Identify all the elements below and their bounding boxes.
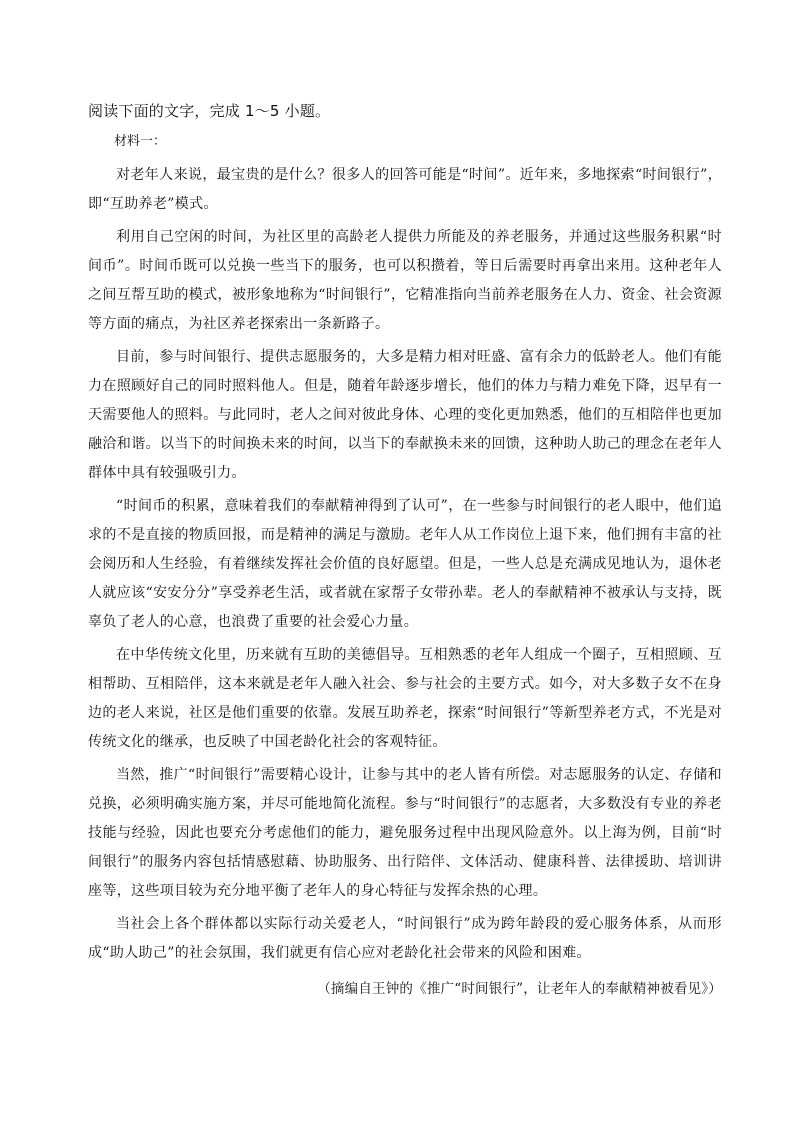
document-content [88, 98, 722, 1002]
paragraph-5: 在中华传统文化里，历来就有互助的美德倡导。互相熟悉的老年人组成一个圈子，互相照顾、互相帮助、互相陪伴，这本来就是老年人融入社会、参与社会的主要方式。如今，对大多数子女不在身边的老人来说，社区是他们重要的依靠。发展互助养老，探索“时间银行”等新型养老方式，不光是对传统文化的继承，也反映了中国老龄化社会的客观特征。 [88, 647, 722, 750]
paragraph-3: 目前，参与时间银行、提供志愿服务的，大多是精力相对旺盛、富有余力的低龄老人。他们有能力在照顾好自己的同时照料他人。但是，随着年龄逐步增长，他们的体力与精力难免下降，迟早有一天需要他人的照料。与此同时，老人之间对彼此身体、心理的变化更加熟悉，他们的互相陪伴也更加融洽和谐。以当下的时间换未来的时间，以当下的奉献换未来的回馈，这种助人助己的理念在老年人群体中具有较强吸引力。 [88, 349, 722, 481]
paragraph-4: “时间币的积累，意味着我们的奉献精神得到了认可”，在一些参与时间银行的老人眼中，他们追求的不是直接的物质回报，而是精神的满足与激励。老年人从工作岗位上退下来，他们拥有丰富的社会阅历和人生经验，有着继续发挥社会价值的良好愿望。但是，一些人总是充满成见地认为，退休老人就应该“安安分分”享受养老生活，或者就在家帮子女带孙辈。老人的奉献精神不被承认与支持，既辜负了老人的心意，也浪费了重要的社会爱心力量。 [88, 498, 722, 630]
reading-instruction: 阅读下面的文字，完成 1～5 小题。 [88, 102, 331, 120]
paragraph-1: 对老年人来说，最宝贵的是什么？很多人的回答可能是“时间”。近年来，多地探索“时间银行”，即“互助养老”模式。 [88, 167, 722, 212]
source-citation: （摘编自王钟的《推广“时间银行”，让老年人的奉献精神被看见》） [317, 981, 722, 997]
paragraph-2: 利用自己空闲的时间，为社区里的高龄老人提供力所能及的养老服务，并通过这些服务积累“时间币”。时间币既可以兑换一些当下的服务，也可以积攒着，等日后需要时再拿出来用。这种老年人之间互帮互助的模式，被形象地称为“时间银行”，它精准指向当前养老服务在人力、资金、社会资源等方面的痛点，为社区养老探索出一条新路子。 [88, 229, 722, 332]
paragraph-7: 当社会上各个群体都以实际行动关爱老人，“时间银行”成为跨年龄段的爱心服务体系，从而形成“助人助己”的社会氛围，我们就更有信心应对老龄化社会带来的风险和困难。 [88, 916, 722, 961]
paragraph-6: 当然，推广“时间银行”需要精心设计，让参与其中的老人皆有所偿。对志愿服务的认定、存储和兑换，必须明确实施方案，并尽可能地简化流程。参与“时间银行”的志愿者，大多数没有专业的养老技能与经验，因此也要充分考虑他们的能力，避免服务过程中出现风险意外。以上海为例，目前“时间银行”的服务内容包括情感慰藉、协助服务、出行陪伴、文体活动、健康科普、法律援助、培训讲座等，这些项目较为充分地平衡了老年人的身心特征与发挥余热的心理。 [88, 767, 722, 899]
material-heading: 材料一： [114, 134, 167, 149]
